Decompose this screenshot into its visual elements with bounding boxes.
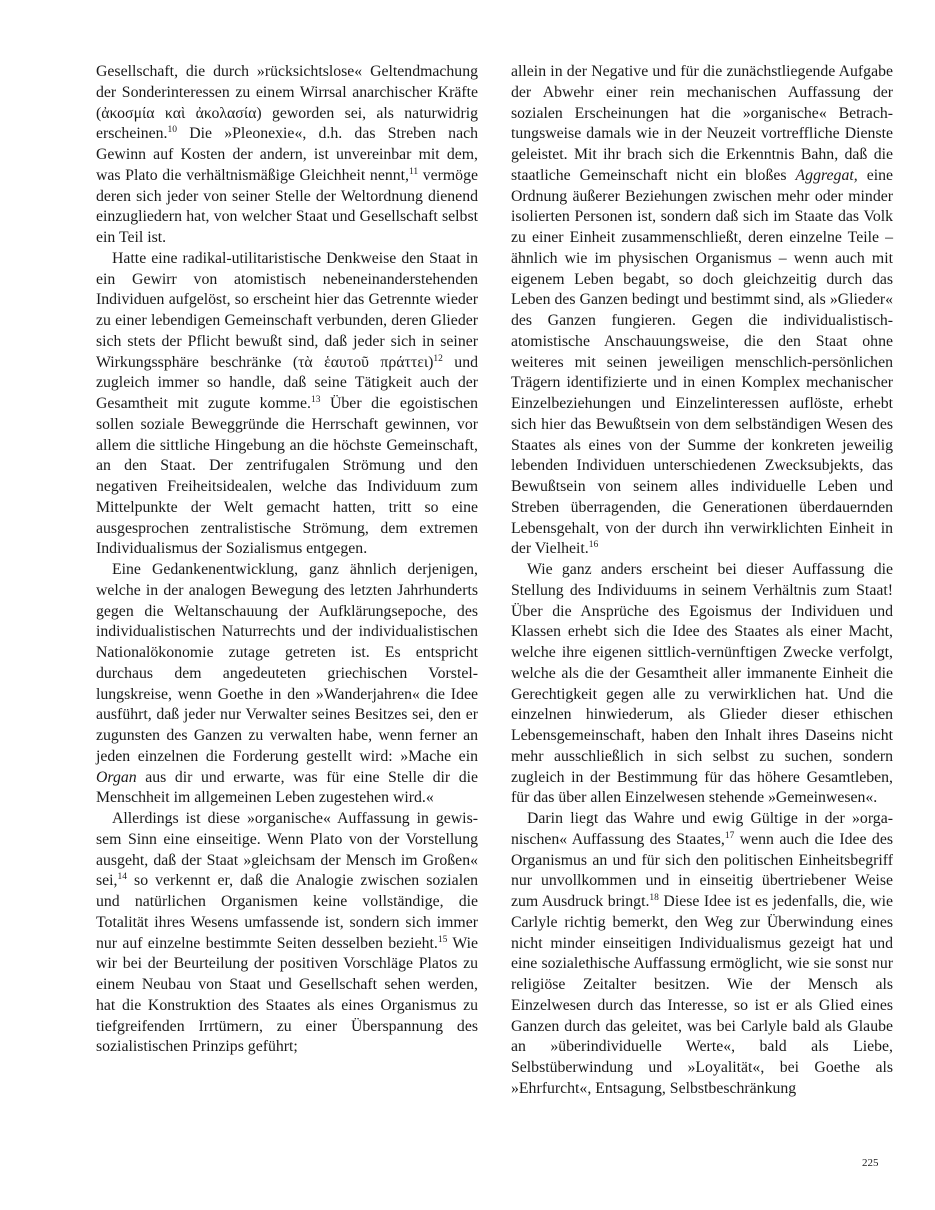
footnote-ref[interactable]: 13 <box>310 395 321 405</box>
footnote-ref[interactable]: 11 <box>408 166 419 177</box>
paragraph <box>96 809 478 1058</box>
footnote-ref[interactable]: 14 <box>117 872 127 883</box>
footnote-ref[interactable]: 10 <box>167 125 177 136</box>
paragraph-text: Hatte eine radikal-utilitaristische Denkweise den Staat in ein Gewirr von atomistisch nebeneinanderstehenden Individuen aufgelöst, so erscheint hier das Getrennte wieder zu einer lebendigen Gemeinschaft verbunden, deren Glieder sich stets der Pflicht bewußt sind, daß jeder sich in seiner Wirkungssphäre beschränke (τὰ ἑαυτοῦ πράττει) <box>96 249 478 371</box>
paragraph-text: eine Ordnung äußerer Beziehungen zwischen mehr oder minder isolierten Personen ist, sondern daß sich im Staate das Volk zu einer Einheit zusammenschließt, deren einzelne Teile – ähnlich wie im physischen Organismus – wenn auch mit eigenem Leben begabt, so doch gleichzeitig durch das Leben des Ganzen bedingt und bestimmt sind, als »Glieder« des Ganzen fungieren. Gegen die individualistisch-atomistische Anschauungsweise, die den Staat ohne weiteres mit seinen jeweiligen menschlich-persönlichen Trägern identifizierte und in einen Komplex mechanischer Einzelbeziehungen und Einzelinteressen auflöste, erhebt sich hier das Bewußtsein von dem selbständigen Wesen des Staates als eines von der Summe der konkreten jeweilig lebenden Individuen unterschiedenen Zwecksubjekts, das Bewußtsein von seinem alles individuelle Leben und Streben überragenden, die Generationen überdauernden Lebensgehalt, von der durch ihn verwirklichten Einheit in der Vielheit. <box>511 166 894 558</box>
paragraph-text: aus dir und erwarte, was für eine Stelle dir die Menschheit im allgemeinen Leben zugestehen wird.« <box>96 768 478 807</box>
paragraph <box>96 62 478 249</box>
paragraph-text: vermöge deren sich jeder von seiner Stelle der Weltordnung dienend einzugliedern hat, von welcher Staat und Gesellschaft selbst ein Teil ist. <box>96 166 478 246</box>
paragraph-text: Eine Gedankenentwicklung, ganz ähnlich derjenigen, welche in der analogen Bewegung des letzten Jahrhunderts gegen die Weltanschauung der Aufklärungsepoche, des individualistischen Naturrechts und der individualistischen Nationalökonomie zutage getreten ist. Es entspricht durchaus dem angedeuteten griechischen Vorstellungskreise, wenn Goethe in den »Wanderjahren« die Idee ausführt, daß jeder nur Verwalter seines Besitzes sei, den er zugunsten des Ganzen zu verwalten habe, wenn ferner an jeden einzelnen die Forderung gestellt wird: »Mache ein <box>96 561 478 765</box>
paragraph <box>96 560 478 809</box>
paragraph-text: Diese Idee ist es jedenfalls, die, wie Carlyle richtig bemerkt, den Weg zur Überwindung eines nicht minder einseitigen Individualismus gezeigt hat und eine sozialethische Auffassung ermöglicht, wie sie sonst nur religiöse Zeitalter besitzen. Wie der Mensch als Einzelwesen durch das Interesse, so ist er als Glied eines Ganzen durch das geleitet, was bei Carlyle bald als Glaube an »überindividuelle Werte«, bald als Liebe, Selbstüberwindung und »Loyalität«, bei Goethe als »Ehrfurcht«, Entsagung, Selbstbeschränkung <box>511 893 894 1097</box>
footnote-ref[interactable]: 15 <box>437 934 448 945</box>
footnote-ref[interactable]: 16 <box>588 540 599 551</box>
page-number: 225 <box>862 1157 879 1169</box>
footnote-ref[interactable]: 17 <box>724 830 735 841</box>
paragraph-text: allein in der Negative und für die zunächstliegende Aufgabe der Abwehr einer rein mechanischen Auffassung der sozialen Erscheinungen hat die »organische« Betrachtungsweise damals wie in der Neuzeit vortreffliche Dienste geleistet. Mit ihr brach sich die Erkenntnis Bahn, daß die staatliche Gemeinschaft nicht ein bloßes <box>511 63 893 184</box>
emphasis-text: Organ <box>96 768 137 786</box>
paragraph <box>96 249 478 560</box>
right-column <box>511 62 893 1100</box>
paragraph <box>511 809 893 1100</box>
paragraph-text: wenn auch die Idee des Organismus an und für sich den politischen Einheitsbegriff nur unvollkommen und in einseitig übertriebener Weise zum Ausdruck bringt. <box>511 830 893 910</box>
left-column <box>96 62 478 1058</box>
paragraph-text: Darin liegt das Wahre und ewig Gültige in der »organischen« Auffassung des Staates, <box>511 810 893 848</box>
paragraph-text: Über die egoistischen sollen soziale Beweggründe die Herrschaft gewinnen, vor allem die sittliche Hingebung an die höchste Gemeinschaft, an den Staat. Der zentrifugalen Strömung und den negativen Freiheitsidealen, welche das Individuum zum Mittelpunkte der Welt gemacht hatten, tritt so eine ausgesprochen zentralistische Strömung, dem extremen Individualismus der Sozialismus entgegen. <box>96 395 478 558</box>
footnote-ref[interactable]: 12 <box>433 353 443 364</box>
paragraph-text: Wie wir bei der Beurteilung der positiven Vorschläge Platos zu einem Neubau von Staat und Gesellschaft sehen werden, hat die Konstruktion des Staates als eines Organismus zu tiefgreifenden Irrtümern, zu einer Überspannung des sozialistischen Prinzips geführt; <box>96 934 479 1056</box>
paragraph <box>511 62 893 560</box>
paragraph-text: Die »Pleonexie«, d.h. das Streben nach Gewinn auf Kosten der andern, ist unvereinbar mit dem, was Plato die verhältnismäßige Gleichheit nennt, <box>96 125 478 184</box>
footnote-ref[interactable]: 18 <box>649 893 659 903</box>
paragraph-text: Wie ganz anders erscheint bei dieser Auffassung die Stellung des Individuums in seinem Verhältnis zum Staat! Über die Ansprüche des Egoismus der Individuen und Klassen erhebt sich die Idee des Staates als einer Macht, welche ihre eigenen sittlich-vernünftigen Zwecke verfolgt, welche als die der Gesamtheit aller immanente Einheit die Gerechtigkeit gegen alle zu verwirklichen hat. Und die einzelnen hinwiederum, als Glieder dieser ethischen Lebensgemeinschaft, haben den Inhalt ihres Daseins nicht mehr ausschließlich in sich selbst zu suchen, sondern zugleich in der Bestimmung für das höhere Gesamtleben, für das über allen Einzelwesen stehende »Gemeinwesen«. <box>511 561 893 807</box>
paragraph-text: so verkennt er, daß die Analogie zwischen sozialen und natürlichen Organismen keine vollständige, die Totalität ihres Wesens umfassende ist, sondern sich immer nur auf einzelne bestimmte Seiten desselben bezieht. <box>96 872 478 952</box>
paragraph-text: Gesellschaft, die durch »rücksichtslose« Geltendmachung der Sonderinteressen zu einem Wirrsal anarchischer Kräfte (ἀκοσμία καὶ ἀκολασία) geworden sei, als naturwidrig erscheinen. <box>96 63 478 143</box>
paragraph-text: und zugleich immer so handle, daß seine Tätigkeit auch der Gesamtheit mit zugute komme. <box>96 353 478 412</box>
paragraph-text: Allerdings ist diese »organische« Auffassung in gewissem Sinn eine einseitige. Wenn Plato von der Vorstellung ausgeht, daß der Staat »gleichsam der Mensch im Großen« sei, <box>96 810 478 890</box>
paragraph <box>511 560 893 809</box>
emphasis-text: Aggregat, <box>795 166 858 184</box>
